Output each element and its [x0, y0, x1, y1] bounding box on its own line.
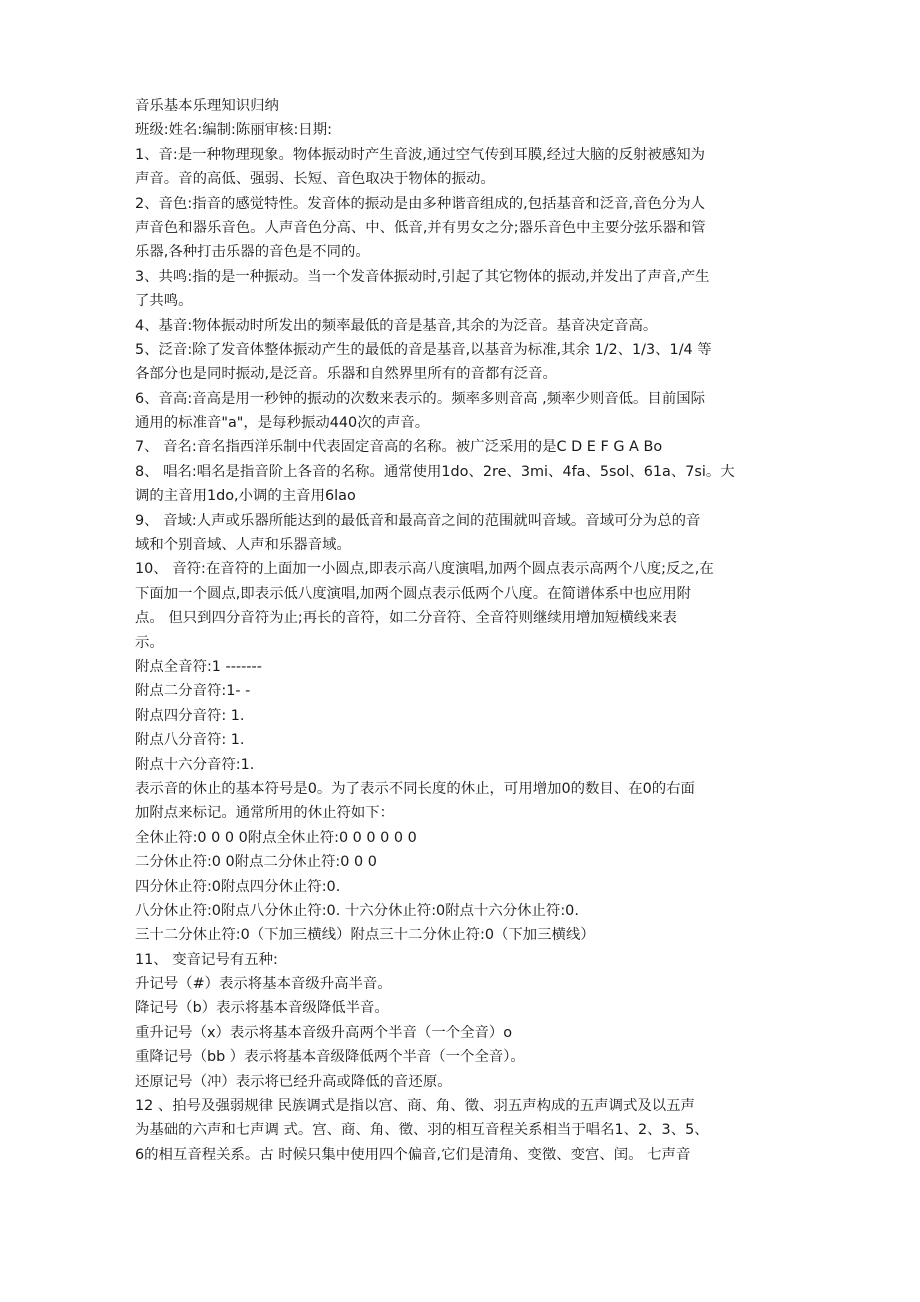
text-line: 还原记号（冲）表示将已经升高或降低的音还原。 — [135, 1073, 452, 1090]
text-line: 5、泛音:除了发音体整体振动产生的最低的音是基音,以基音为标准,其余 1/2、1/3、1/4 等 — [135, 341, 712, 358]
text-line: 附点四分音符: 1. — [135, 707, 245, 724]
text-line: 4、基音:物体振动时所发出的频率最低的音是基音,其余的为泛音。基音决定音高。 — [135, 317, 658, 334]
text-line: 升记号（#）表示将基本音级升高半音。 — [135, 976, 392, 993]
text-line: 声音。音的高低、强弱、长短、音色取决于物体的振动。 — [135, 171, 495, 188]
text-line: 点。 但只到四分音符为止;再长的音符，如二分音符、全音符则继续用增加短横线来表 — [135, 610, 677, 627]
text-line: 了共鸣。 — [135, 293, 193, 310]
text-line: 八分休止符:0附点八分休止符:0. 十六分休止符:0附点十六分休止符:0. — [135, 902, 579, 919]
text-line: 调的主音用1do,小调的主音用6lao — [135, 488, 356, 505]
text-line: 10、 音符:在音符的上面加一小圆点,即表示高八度演唱,加两个圆点表示高两个八度;反之,在 — [135, 561, 714, 578]
text-line: 二分休止符:0 0附点二分休止符:0 0 0 — [135, 854, 377, 871]
text-line: 加附点来标记。通常所用的休止符如下： — [135, 805, 395, 822]
text-line: 12 、拍号及强弱规律 民族调式是指以宫、商、角、徵、羽五声构成的五声调式及以五声 — [135, 1098, 695, 1115]
text-line: 6、音高:音高是用一秒钟的振动的次数来表示的。频率多则音高 ,频率少则音低。目前国际 — [135, 390, 705, 407]
text-line: 7、 音名:音名指西洋乐制中代表固定音高的名称。被广泛采用的是C D E F G A Bo — [135, 439, 663, 456]
text-line: 示。 — [135, 634, 164, 651]
text-line: 11、 变音记号有五种: — [135, 951, 278, 968]
text-line: 降记号（b）表示将基本音级降低半音。 — [135, 1000, 389, 1017]
text-line: 3、共鸣:指的是一种振动。当一个发音体振动时,引起了其它物体的振动,并发出了声音,产生 — [135, 268, 710, 285]
text-line: 附点二分音符:1- - — [135, 683, 251, 700]
text-line: 2、音色:指音的感觉特性。发音体的振动是由多种谐音组成的,包括基音和泛音,音色分为人 — [135, 195, 705, 212]
text-line: 三十二分休止符:0（下加三横线）附点三十二分休止符:0（下加三横线） — [135, 927, 595, 944]
text-line: 通用的标准音"a"，是每秒振动440次的声音。 — [135, 415, 430, 432]
text-line: 全休止符:0 0 0 0附点全休止符:0 0 0 0 0 0 — [135, 829, 417, 846]
text-line: 9、 音域:人声或乐器所能达到的最低音和最高音之间的范围就叫音域。音域可分为总的音 — [135, 512, 701, 529]
document-body — [135, 94, 795, 1167]
document-meta: 班级:姓名:编制:陈丽审核:日期: — [135, 122, 332, 139]
text-line: 各部分也是同时振动,是泛音。乐器和自然界里所有的音都有泛音。 — [135, 366, 557, 383]
text-line: 乐器,各种打击乐器的音色是不同的。 — [135, 244, 370, 261]
text-line: 为基础的六声和七声调 式。宫、商、角、徵、羽的相互音程关系相当于唱名1、2、3、5、 — [135, 1122, 709, 1139]
text-line: 四分休止符:0附点四分休止符:0. — [135, 878, 341, 895]
text-line: 重降记号（bb ）表示将基本音级降低两个半音（一个全音）。 — [135, 1049, 525, 1066]
text-line: 域和个别音域、人声和乐器音域。 — [135, 537, 351, 554]
text-line: 重升记号（x）表示将基本音级升高两个半音（一个全音）o — [135, 1024, 513, 1041]
text-line: 1、音:是一种物理现象。物体振动时产生音波,通过空气传到耳膜,经过大脑的反射被感知为 — [135, 146, 705, 163]
document-title: 音乐基本乐理知识归纳 — [135, 98, 279, 114]
text-line: 声音色和器乐音色。人声音色分高、中、低音,并有男女之分;器乐音色中主要分弦乐器和管 — [135, 219, 706, 236]
text-line: 附点八分音符: 1. — [135, 732, 245, 749]
text-line: 8、 唱名:唱名是指音阶上各音的名称。通常使用1do、2re、3mi、4fa、5sol、61a、7si。大 — [135, 463, 735, 480]
text-line: 表示音的休止的基本符号是0。为了表示不同长度的休止，可用增加0的数目、在0的右面 — [135, 780, 695, 797]
text-line: 下面加一个圆点,即表示低八度演唱,加两个圆点表示低两个八度。在简谱体系中也应用附 — [135, 585, 691, 602]
text-line: 6的相互音程关系。古 时候只集中使用四个偏音,它们是清角、变徵、变宫、闰。 七声音 — [135, 1146, 691, 1163]
text-line: 附点全音符:1 ------- — [135, 658, 262, 675]
text-line: 附点十六分音符:1. — [135, 756, 255, 773]
